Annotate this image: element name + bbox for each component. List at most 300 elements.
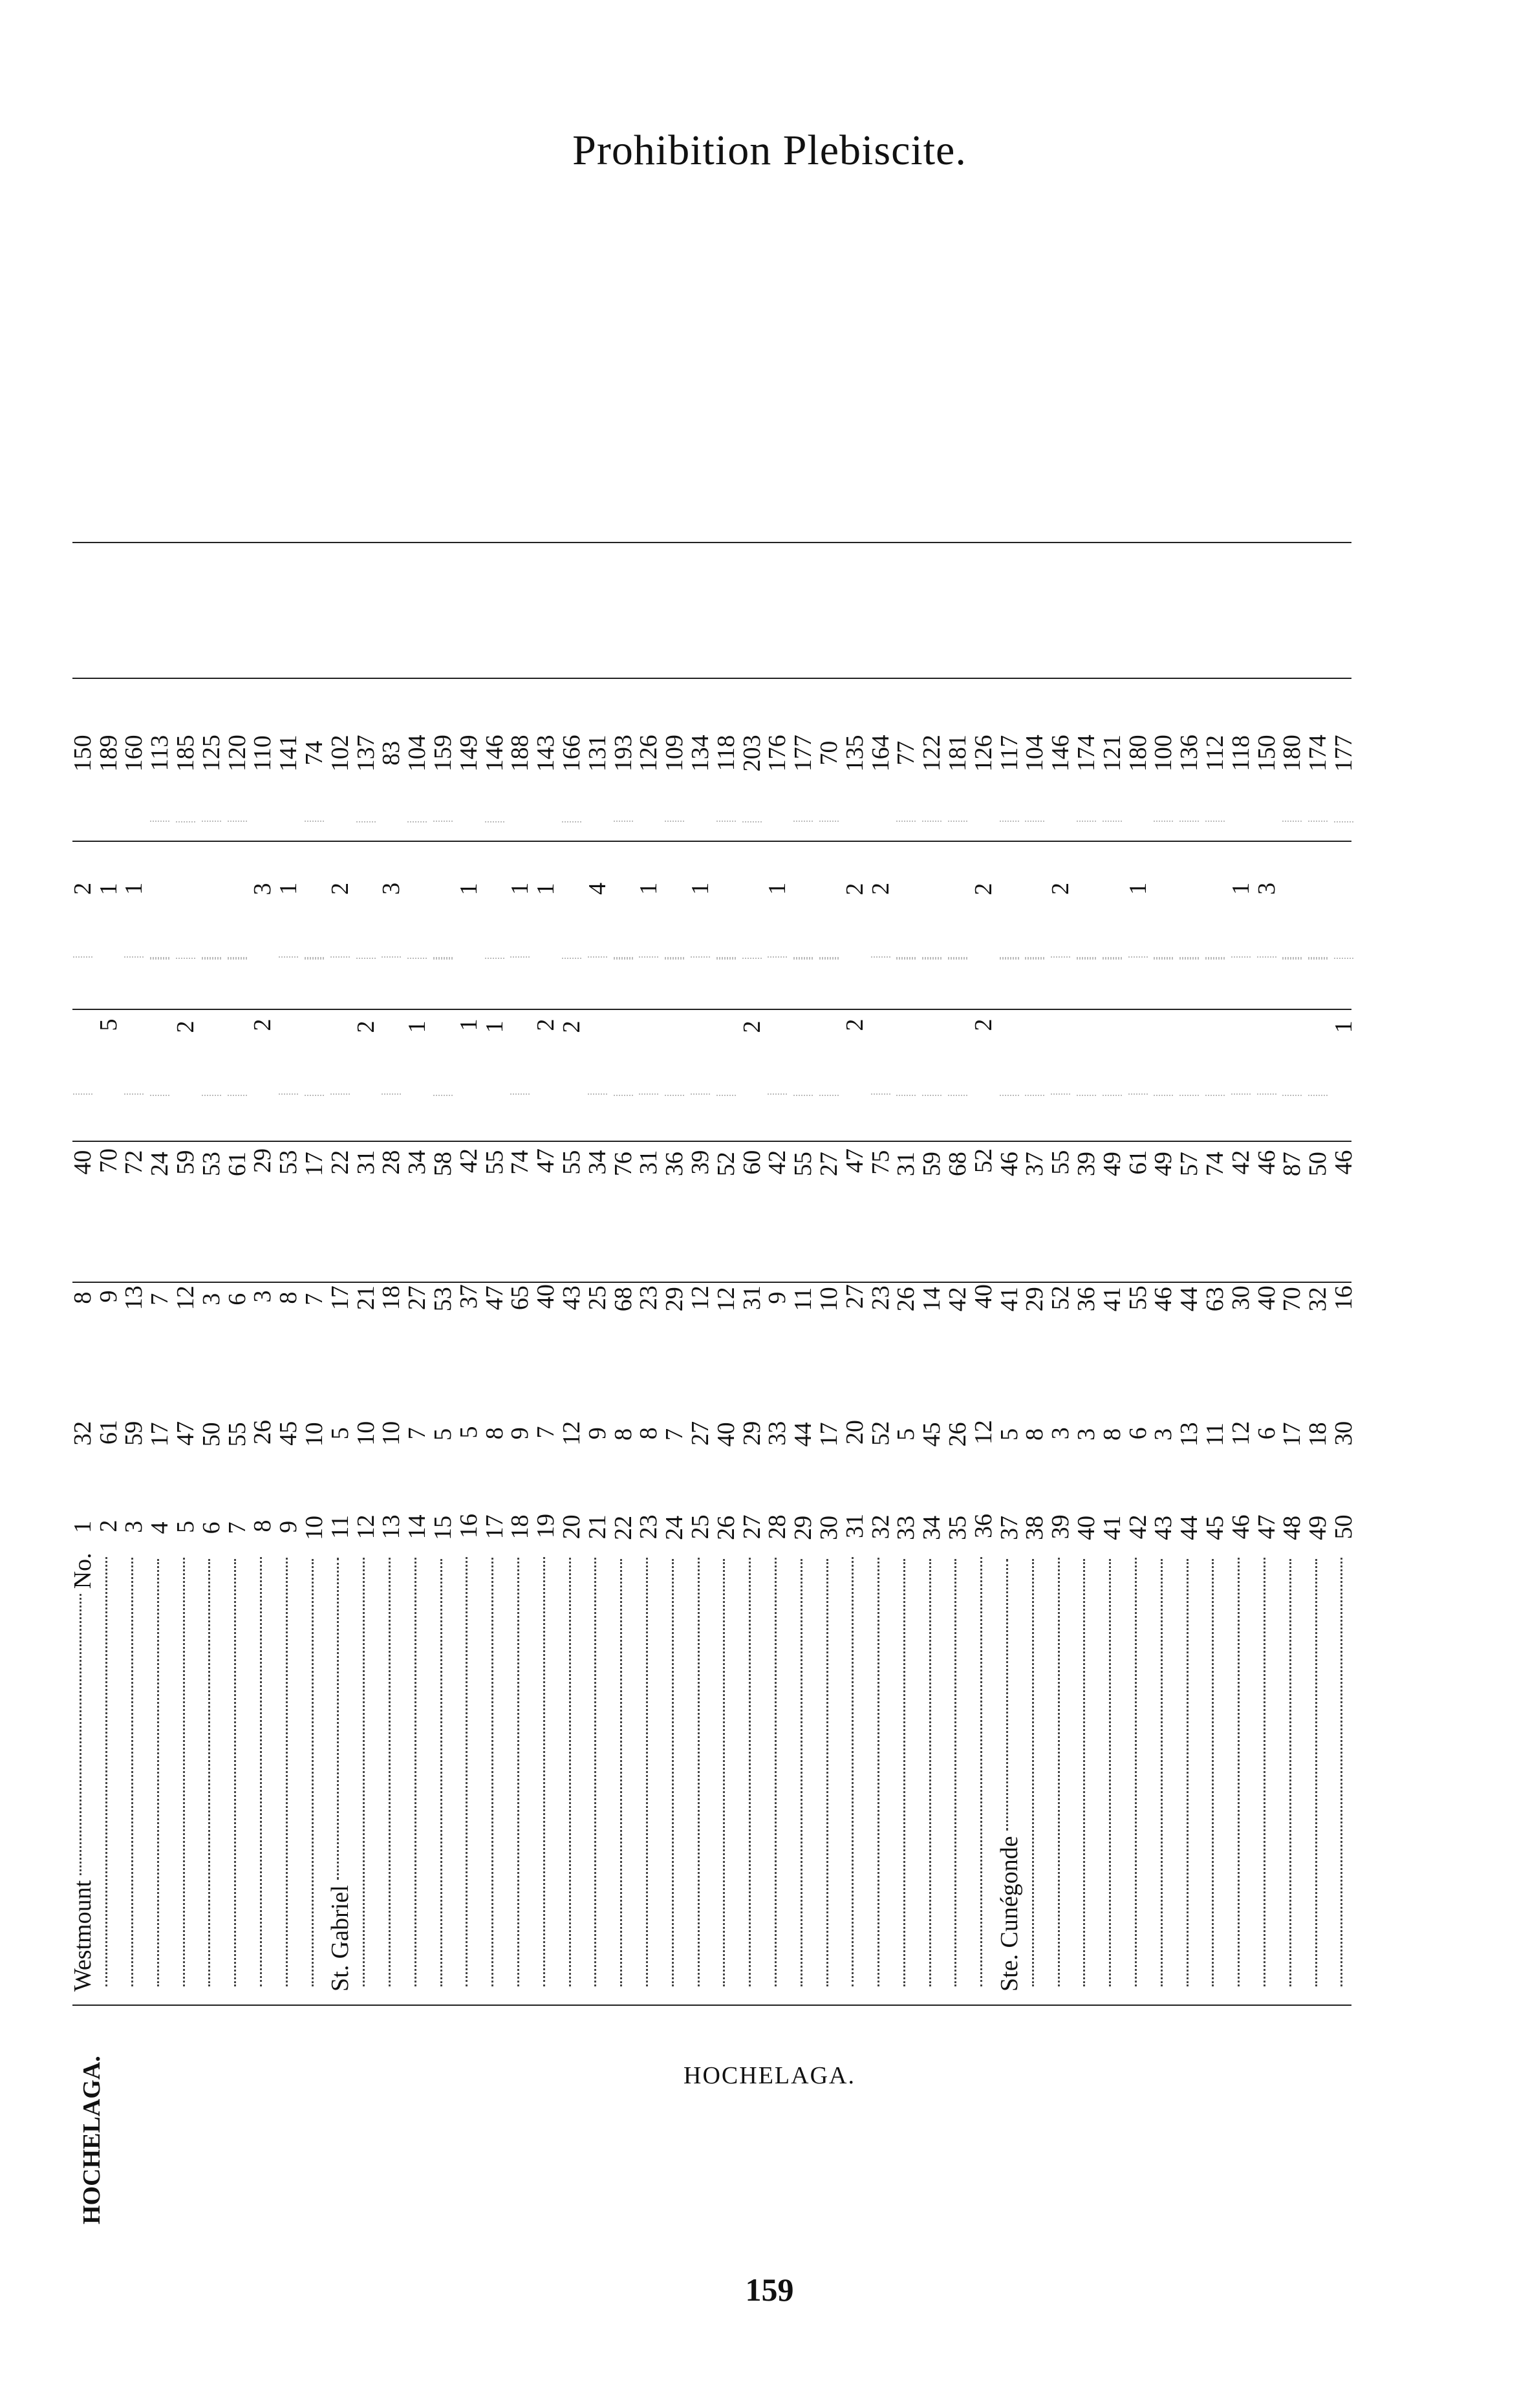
value-cell-c3: 55 [480,1150,508,1175]
value-cell-c6: 149 [455,735,482,772]
value-cell-c2: 9 [764,1291,791,1304]
district-cell [1161,1554,1167,1992]
value-cell-c6: 113 [146,735,174,771]
value-cell-c2: 41 [1098,1287,1126,1312]
value-cell-c1: 5 [995,1428,1023,1441]
district-cell [328,1553,352,1992]
value-cell-c2: 3 [249,1290,277,1303]
value-cell-c3: 57 [1176,1152,1203,1177]
value-cell-c6: 174 [1304,735,1332,772]
value-cell-c1: 7 [404,1427,431,1440]
value-cell-c2: 63 [1201,1287,1229,1312]
value-cell-c6: 118 [712,735,740,771]
table-row [765,685,791,1992]
value-cell-c5 [665,821,684,958]
value-cell-c3: 52 [969,1148,997,1173]
dot-leader [954,1559,956,1986]
table-row [1099,685,1125,1992]
poll-number: 47 [1253,1514,1280,1540]
poll-number: 4 [146,1521,174,1534]
value-cell-c4 [1205,958,1225,1096]
value-cell-c4: 2 [249,1018,277,1031]
table-row [250,685,276,1992]
value-cell-c6: 77 [892,740,920,766]
value-cell-c4: 1 [404,1020,431,1033]
value-cell-c6: 150 [69,735,96,772]
table-row [585,685,610,1992]
value-cell-c5 [614,821,633,958]
value-cell-c3: 70 [94,1148,122,1173]
district-cell [105,1552,111,1992]
dot-leader [801,1559,802,1986]
dot-leader [312,1559,314,1986]
value-cell-c3: 61 [223,1152,251,1177]
value-cell-c5 [896,821,916,958]
dot-leader [517,1558,519,1986]
value-cell-c1: 12 [969,1420,997,1445]
value-cell-c3: 27 [815,1152,843,1177]
value-cell-c5: 1 [1124,882,1152,895]
table-row [404,685,430,1992]
value-cell-c2: 36 [1072,1287,1100,1312]
dot-leader [363,1558,365,1986]
value-cell-c6: 109 [661,735,689,772]
value-cell-c6: 126 [969,735,997,772]
value-cell-c3: 24 [146,1152,174,1177]
dot-leader [440,1559,442,1986]
dot-leader [775,1558,777,1986]
value-cell-c4 [896,958,916,1096]
poll-number: 20 [558,1514,586,1540]
value-cell-c5 [356,821,376,960]
header-rule [72,678,1351,679]
value-cell-c6: 104 [1021,735,1049,772]
table-row [687,685,713,1992]
value-cell-c6: 188 [506,735,534,772]
dot-leader [208,1559,210,1986]
value-cell-c3: 75 [866,1150,894,1175]
district-cell [157,1554,163,1992]
table-row [96,685,122,1992]
table-row [713,685,739,1992]
value-cell-c5: 1 [120,882,148,895]
value-cell-c6: 104 [404,735,431,772]
table-row [1279,685,1305,1992]
value-cell-c4: 1 [455,1018,482,1031]
poll-number: 2 [94,1520,122,1532]
table-row [70,685,96,1992]
value-cell-c2: 27 [404,1285,431,1311]
value-cell-c2: 8 [69,1291,96,1304]
table-row [173,685,199,1992]
value-cell-c3: 36 [661,1152,689,1177]
value-cell-c5: 2 [326,882,354,895]
table-row [790,685,816,1992]
value-cell-c6: 150 [1253,735,1280,772]
value-cell-c6: 136 [1176,735,1203,772]
value-cell-c6: 164 [866,735,894,772]
poll-number: 16 [455,1514,482,1538]
table-row [919,685,945,1992]
value-cell-c5: 1 [635,882,663,895]
poll-number: 43 [1150,1515,1178,1540]
value-cell-c5: 1 [275,882,303,895]
dot-leader [1058,1558,1060,1986]
results-table [70,685,1357,1992]
value-cell-c4 [1154,958,1173,1096]
table-row [199,685,224,1992]
value-cell-c5 [562,821,581,960]
value-cell-c3: 74 [1201,1152,1229,1177]
value-cell-c6: 180 [1278,735,1306,772]
value-cell-c2: 21 [352,1285,380,1311]
district-cell [183,1553,189,1992]
value-cell-c6: 146 [1047,735,1075,772]
value-cell-c1: 44 [790,1422,817,1447]
value-cell-c3: 59 [918,1152,946,1177]
value-cell-c3: 31 [635,1150,663,1175]
district-cell [698,1553,704,1992]
value-cell-c2: 43 [558,1285,586,1311]
value-cell-c3: 29 [249,1148,277,1173]
table-row [1125,685,1151,1992]
value-cell-c6: 193 [609,735,637,772]
value-cell-c1: 3 [1072,1428,1100,1441]
no-label: No. [69,1553,96,1589]
value-cell-c2: 12 [172,1285,200,1311]
dot-leader [1161,1559,1163,1986]
value-cell-c5 [716,821,736,958]
value-cell-c2: 37 [455,1284,482,1309]
value-cell-c4 [922,958,942,1096]
value-cell-c5 [1154,821,1173,958]
district-cell [1238,1553,1243,1992]
value-cell-c5 [1025,821,1044,958]
value-cell-c1: 7 [532,1426,560,1439]
value-cell-c6: 110 [249,735,277,771]
table-row [868,685,894,1992]
value-cell-c1: 10 [301,1422,328,1447]
district-cell [1315,1554,1321,1992]
value-cell-c6: 126 [635,735,663,772]
value-cell-c3: 72 [120,1150,148,1175]
table-row [1331,685,1357,1992]
value-cell-c1: 40 [712,1422,740,1447]
value-cell-c6: 122 [918,735,946,772]
top-rule [72,542,1351,543]
value-cell-c2: 7 [146,1293,174,1306]
value-cell-c2: 8 [275,1291,303,1304]
poll-number: 21 [583,1514,611,1540]
table-row [971,685,996,1992]
table-row [1202,685,1228,1992]
district-cell [1083,1554,1089,1992]
value-cell-c6: 189 [94,735,122,772]
value-cell-c5 [1077,821,1096,958]
value-cell-c1: 3 [1150,1428,1178,1441]
dot-leader [672,1559,674,1986]
district-name: Westmount [69,1880,96,1992]
value-cell-c6: 141 [275,735,303,772]
district-cell [929,1554,935,1992]
district-cell [131,1553,137,1992]
value-cell-c1: 9 [583,1427,611,1440]
value-cell-c4 [1257,956,1276,1095]
dot-leader [1083,1559,1085,1986]
value-cell-c5: 1 [94,883,122,896]
value-cell-c4 [1000,958,1019,1096]
dot-leader [980,1557,982,1986]
value-cell-c4 [768,956,787,1095]
value-cell-c5 [1308,821,1328,958]
dot-leader [569,1558,571,1986]
poll-number: 23 [635,1514,663,1540]
value-cell-c4 [150,958,169,1096]
table-row [508,685,533,1992]
value-cell-c4: 1 [1329,1020,1357,1033]
value-cell-c4 [716,958,736,1096]
value-cell-c4 [1128,956,1148,1095]
table-row [1150,685,1176,1992]
poll-number: 22 [609,1515,637,1540]
poll-number: 36 [969,1514,997,1538]
value-cell-c6: 137 [352,735,380,772]
value-cell-c5 [819,821,839,958]
poll-number: 49 [1304,1515,1332,1540]
value-cell-c4 [1308,958,1328,1096]
value-cell-c5: 3 [249,883,277,896]
value-cell-c4 [1103,958,1122,1096]
dot-leader [826,1559,828,1986]
dot-leader [903,1559,905,1986]
value-cell-c5 [1334,821,1353,960]
value-cell-c4 [1231,956,1251,1095]
district-cell [826,1554,832,1992]
value-cell-c3: 28 [378,1150,405,1175]
poll-number: 29 [790,1515,817,1540]
poll-number: 34 [918,1515,946,1540]
value-cell-c1: 8 [635,1427,663,1440]
value-cell-c6: 121 [1098,735,1126,772]
value-cell-c6: 125 [197,735,225,772]
value-cell-c2: 26 [892,1287,920,1312]
poll-number: 24 [661,1515,689,1540]
value-cell-c4 [228,958,247,1096]
value-cell-c3: 42 [764,1150,791,1175]
district-cell [801,1554,806,1992]
value-cell-c2: 55 [1124,1285,1152,1311]
value-cell-c1: 5 [892,1428,920,1441]
value-cell-c4 [124,956,144,1095]
district-cell [877,1553,883,1992]
value-cell-c6: 185 [172,735,200,772]
value-cell-c2: 27 [841,1284,868,1309]
district-name: St. Gabriel [326,1885,354,1992]
value-cell-c5: 1 [687,882,715,895]
dot-leader [1238,1558,1240,1986]
value-cell-c4 [510,956,530,1095]
value-cell-c3: 34 [583,1150,611,1175]
district-cell [852,1552,857,1992]
dot-leader [260,1557,262,1986]
value-cell-c2: 40 [1253,1285,1280,1311]
dot-leader [1109,1559,1111,1986]
value-cell-c6: 70 [815,740,843,766]
poll-number: 39 [1047,1514,1075,1540]
value-cell-c4 [433,958,453,1096]
value-cell-c1: 17 [1278,1422,1306,1447]
district-cell [954,1554,960,1992]
value-cell-c6: 180 [1124,735,1152,772]
value-cell-c1: 17 [146,1422,174,1447]
district-cell [569,1553,575,1992]
value-cell-c5: 2 [1047,882,1075,895]
value-cell-c6: 134 [687,735,715,772]
value-cell-c3: 61 [1124,1150,1152,1175]
value-cell-c3: 74 [506,1150,534,1175]
dot-leader [1340,1558,1342,1986]
value-cell-c5 [485,821,504,960]
poll-number: 12 [352,1514,380,1540]
bottom-rule [72,2005,1351,2006]
value-cell-c1: 8 [480,1427,508,1440]
value-cell-c1: 47 [172,1421,200,1446]
value-cell-c5 [150,821,169,958]
poll-number: 27 [738,1514,766,1540]
district-cell [1340,1553,1346,1992]
district-cell [594,1553,600,1992]
value-cell-c1: 10 [378,1421,405,1446]
value-cell-c4: 2 [352,1020,380,1033]
value-cell-c6: 166 [558,735,586,772]
value-cell-c5: 1 [455,883,482,896]
district-cell [1032,1554,1038,1992]
value-cell-c1: 5 [326,1427,354,1440]
table-row [894,685,920,1992]
district-cell [389,1553,394,1992]
value-cell-c4 [819,958,839,1096]
poll-number: 18 [506,1514,534,1540]
value-cell-c5 [1205,821,1225,958]
dot-leader [183,1558,185,1986]
value-cell-c1: 8 [1021,1428,1049,1441]
poll-number: 44 [1176,1515,1203,1540]
value-cell-c5 [1179,821,1199,958]
value-cell-c6: 181 [943,735,971,772]
poll-number: 35 [943,1515,971,1540]
value-cell-c1: 9 [506,1427,534,1440]
value-cell-c6: 159 [429,735,457,772]
value-cell-c4 [1282,958,1302,1096]
table-row [430,685,456,1992]
dot-leader [1264,1558,1265,1986]
value-cell-c3: 47 [532,1148,560,1173]
value-cell-c6: 160 [120,735,148,772]
value-cell-c6: 74 [301,740,328,766]
district-cell [286,1553,292,1992]
value-cell-c4: 5 [94,1018,122,1031]
value-cell-c5 [1103,821,1122,958]
value-cell-c2: 17 [326,1285,354,1311]
district-name: Ste. Cunégonde [995,1836,1023,1992]
value-cell-c5: 1 [764,882,791,895]
table-row [610,685,636,1992]
value-cell-c3: 42 [1227,1150,1254,1175]
dot-leader [286,1558,288,1986]
value-cell-c5: 3 [378,882,405,895]
value-cell-c2: 42 [943,1287,971,1312]
value-cell-c2: 13 [120,1285,148,1311]
district-cell [491,1553,497,1992]
value-cell-c4: 2 [172,1020,200,1033]
value-cell-c6: 120 [223,735,251,772]
dot-leader [389,1558,391,1986]
poll-number: 19 [532,1514,560,1538]
poll-number: 9 [275,1520,303,1533]
value-cell-c5 [922,821,942,958]
value-cell-c2: 44 [1176,1287,1203,1312]
value-cell-c5: 1 [532,883,560,896]
poll-number: 45 [1201,1515,1229,1540]
value-cell-c4 [202,958,221,1096]
value-cell-c1: 33 [764,1421,791,1446]
dot-leader [723,1559,725,1986]
poll-number: 50 [1329,1514,1357,1540]
value-cell-c6: 131 [583,735,611,772]
table-row [1048,685,1073,1992]
district-cell [620,1554,626,1992]
district-cell [414,1553,420,1992]
value-cell-c6: 135 [841,735,868,772]
dot-leader [929,1559,931,1986]
table-row [301,685,327,1992]
poll-number: 6 [197,1521,225,1534]
value-cell-c3: 34 [404,1150,431,1175]
value-cell-c6: 83 [378,740,405,766]
value-cell-c5 [176,821,195,960]
value-cell-c6: 117 [995,735,1023,771]
value-cell-c4 [871,956,890,1095]
value-cell-c5 [202,821,221,958]
value-cell-c4 [330,956,350,1095]
table-row [533,685,559,1992]
poll-number: 15 [429,1515,457,1540]
value-cell-c3: 50 [1304,1152,1332,1177]
page-number: 159 [745,2272,794,2308]
dot-leader [877,1558,879,1986]
value-cell-c1: 55 [223,1422,251,1447]
dot-leader [131,1558,133,1986]
table-row [224,685,250,1992]
poll-number: 31 [841,1514,868,1538]
value-cell-c3: 52 [712,1152,740,1177]
table-row [1305,685,1331,1992]
value-cell-c1: 45 [275,1421,303,1446]
dot-leader [620,1559,622,1986]
value-cell-c3: 42 [455,1148,482,1173]
value-cell-c2: 30 [1227,1285,1254,1311]
value-cell-c5: 1 [1227,882,1254,895]
value-cell-c6: 177 [790,735,817,772]
table-row [1254,685,1280,1992]
value-cell-c2: 18 [378,1285,405,1311]
value-cell-c3: 58 [429,1152,457,1177]
value-cell-c1: 3 [1047,1427,1075,1440]
value-cell-c1: 61 [94,1420,122,1445]
value-cell-c1: 5 [455,1426,482,1439]
dot-leader [594,1558,596,1986]
poll-number: 32 [866,1514,894,1540]
